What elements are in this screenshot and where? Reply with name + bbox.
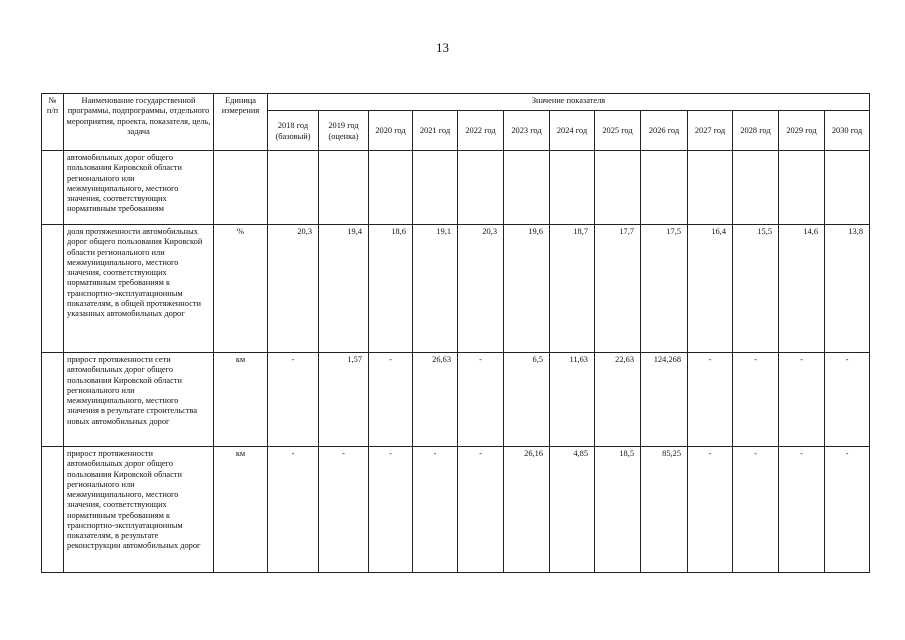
indicator-value: - (369, 447, 413, 573)
indicator-name: автомобильных дорог общего пользования Кировской области регионального или межмуниципального, местного значения, соответствующих нормативным требованиям (64, 151, 214, 225)
indicator-value (641, 151, 688, 225)
indicator-value: - (413, 447, 458, 573)
indicator-value: 18,5 (595, 447, 641, 573)
indicator-name: доля протяженности автомобильных дорог общего пользования Кировской области регионального или межмуниципального, местного значения, соответствующих нормативным требованиям к транспортно-эксплуатационным показателям, в общей протяженности указанных автомобильных дорог (64, 225, 214, 353)
table-row (42, 447, 870, 573)
indicator-value (369, 151, 413, 225)
indicator-unit: км (214, 447, 268, 573)
header-year: 2029 год (779, 111, 825, 151)
indicator-value: - (268, 447, 319, 573)
table-row (42, 353, 870, 447)
row-number-cell (42, 151, 64, 225)
header-year: 2023 год (504, 111, 550, 151)
indicator-value: 18,6 (369, 225, 413, 353)
indicator-name: прирост протяженности автомобильных дорог общего пользования Кировской области регионального или межмуниципального, местного значения, соответствующих нормативным требованиям к транспортно-эксплуатационным показателям, в результате реконструкции автомобильных дорог (64, 447, 214, 573)
header-year: 2018 год (базовый) (268, 111, 319, 151)
indicator-value (319, 151, 369, 225)
indicator-value: 85,25 (641, 447, 688, 573)
indicator-unit (214, 151, 268, 225)
header-unit: Единица измерения (214, 94, 268, 151)
header-year: 2020 год (369, 111, 413, 151)
indicator-value (779, 151, 825, 225)
header-year: 2019 год (оценка) (319, 111, 369, 151)
indicator-value: 13,8 (825, 225, 870, 353)
row-number-cell (42, 447, 64, 573)
indicator-value: 20,3 (458, 225, 504, 353)
indicator-value: - (779, 447, 825, 573)
indicator-value (688, 151, 733, 225)
indicator-value (825, 151, 870, 225)
indicator-value: - (458, 353, 504, 447)
indicator-value: 26,16 (504, 447, 550, 573)
indicator-value (268, 151, 319, 225)
indicator-value: 15,5 (733, 225, 779, 353)
indicator-value: 18,7 (550, 225, 595, 353)
indicator-value: 20,3 (268, 225, 319, 353)
header-year: 2021 год (413, 111, 458, 151)
indicator-value (550, 151, 595, 225)
indicator-value: - (369, 353, 413, 447)
header-year: 2028 год (733, 111, 779, 151)
indicator-value (595, 151, 641, 225)
header-year: 2024 год (550, 111, 595, 151)
header-year: 2025 год (595, 111, 641, 151)
indicator-value: 19,1 (413, 225, 458, 353)
indicator-value (504, 151, 550, 225)
indicator-value: 14,6 (779, 225, 825, 353)
indicator-value: - (688, 353, 733, 447)
indicator-value: 6,5 (504, 353, 550, 447)
header-name: Наименование государственной программы, подпрограммы, отдельного мероприятия, проекта, показателя, цель, задача (64, 94, 214, 151)
indicator-value: 26,63 (413, 353, 458, 447)
indicator-value: 17,7 (595, 225, 641, 353)
indicator-value (413, 151, 458, 225)
indicator-value: 16,4 (688, 225, 733, 353)
row-number-cell (42, 225, 64, 353)
indicator-value: 19,4 (319, 225, 369, 353)
indicator-value (458, 151, 504, 225)
indicator-value: - (458, 447, 504, 573)
page-number: 13 (436, 40, 449, 55)
indicator-value: - (733, 353, 779, 447)
row-number-cell (42, 353, 64, 447)
indicator-value: - (688, 447, 733, 573)
indicator-value (733, 151, 779, 225)
header-year: 2026 год (641, 111, 688, 151)
indicator-value: - (319, 447, 369, 573)
indicator-value: 1,57 (319, 353, 369, 447)
indicator-value: - (733, 447, 779, 573)
indicator-value: 17,5 (641, 225, 688, 353)
header-year: 2027 год (688, 111, 733, 151)
indicator-value: 4,85 (550, 447, 595, 573)
header-year: 2030 год (825, 111, 870, 151)
header-no: № п/п (42, 94, 64, 151)
table-row (42, 151, 870, 225)
indicator-value: - (779, 353, 825, 447)
indicator-unit: км (214, 353, 268, 447)
indicator-value: - (825, 447, 870, 573)
indicator-value: - (825, 353, 870, 447)
indicator-value: 124,268 (641, 353, 688, 447)
indicator-name: прирост протяженности сети автомобильных дорог общего пользования Кировской области регионального или межмуниципального, местного значения в результате строительства новых автомобильных дорог (64, 353, 214, 447)
indicator-value: 19,6 (504, 225, 550, 353)
indicator-value: 22,63 (595, 353, 641, 447)
indicator-value: 11,63 (550, 353, 595, 447)
indicator-unit: % (214, 225, 268, 353)
header-values-group: Значение показателя (268, 94, 870, 111)
header-year: 2022 год (458, 111, 504, 151)
indicator-value: - (268, 353, 319, 447)
indicator-table (41, 93, 870, 573)
table-row (42, 225, 870, 353)
